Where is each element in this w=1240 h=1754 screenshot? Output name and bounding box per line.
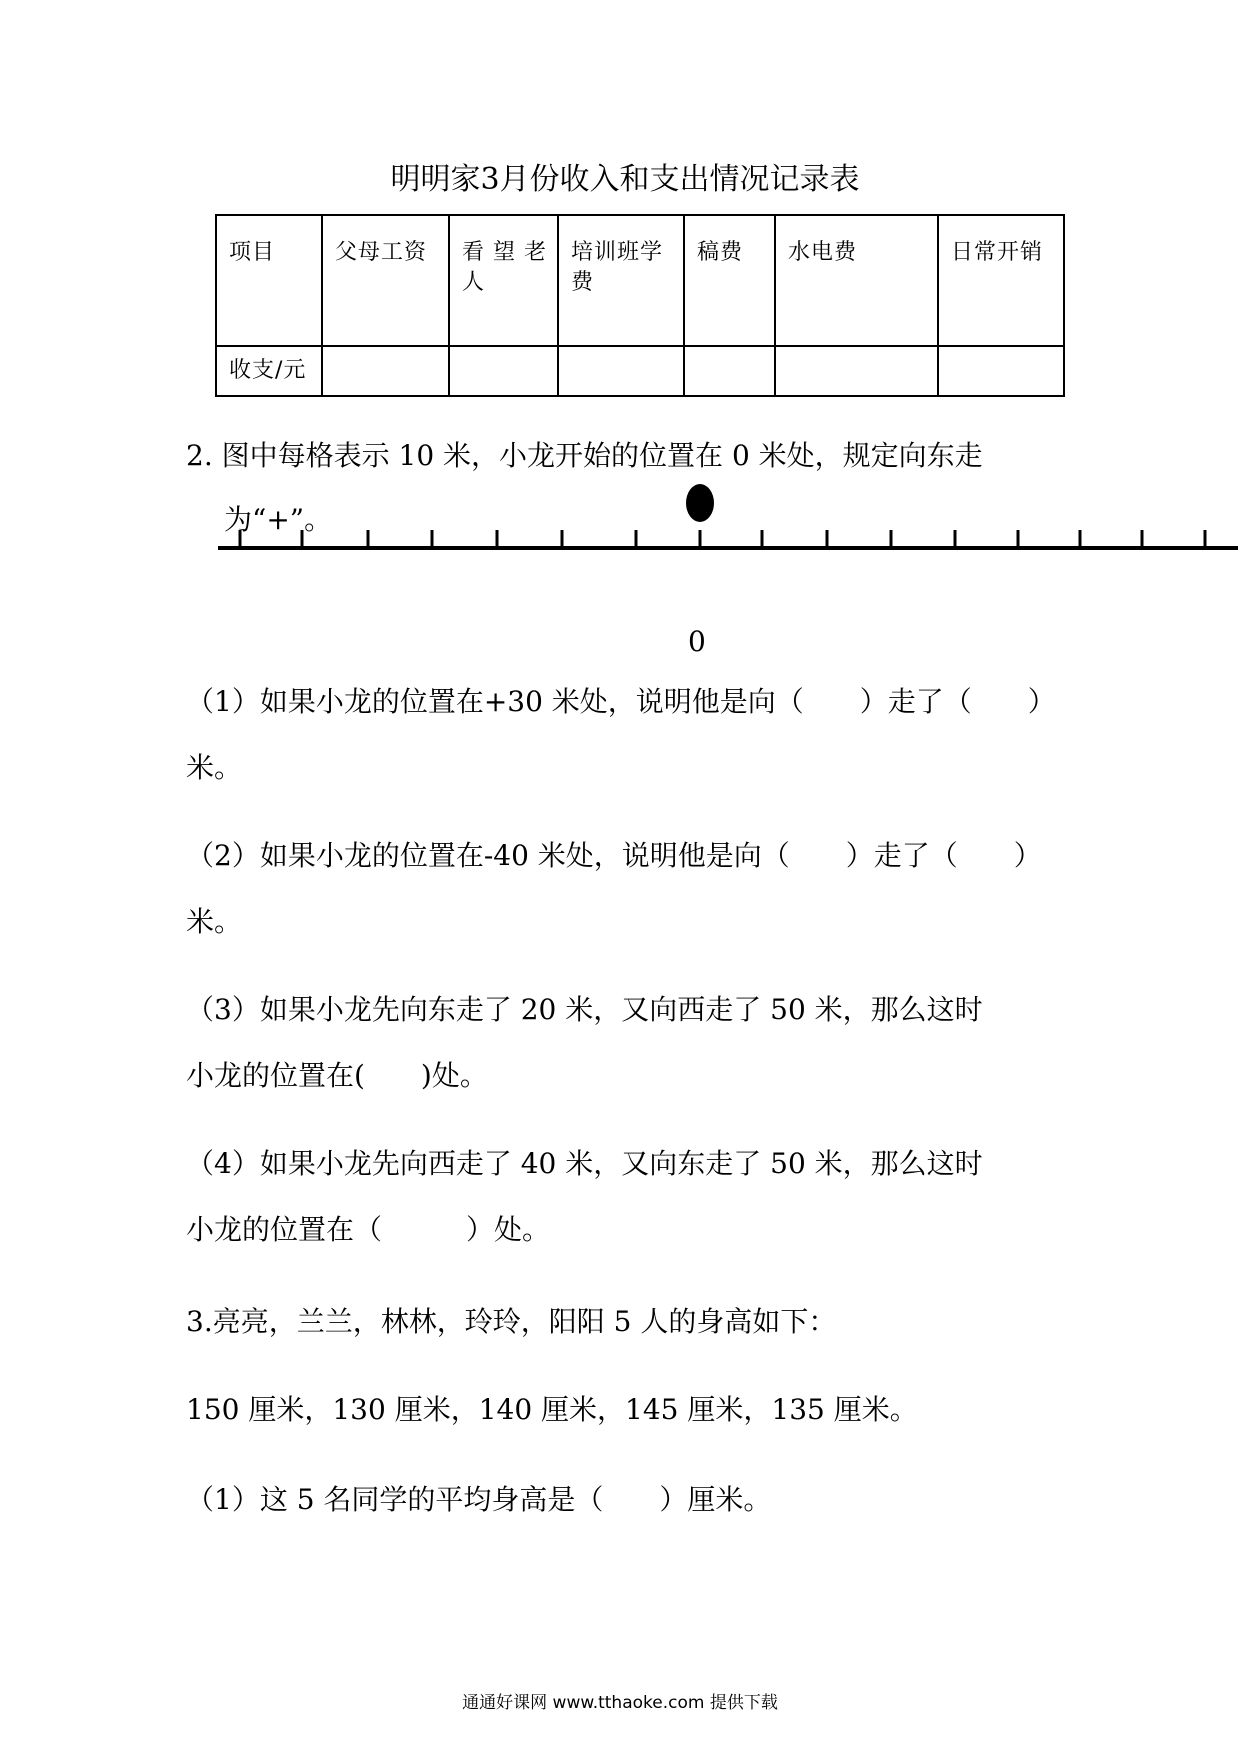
empty-cell xyxy=(558,346,684,396)
header-cell: 项目 xyxy=(216,215,322,346)
start-position-dot xyxy=(686,484,714,522)
q3-intro: 3.亮亮，兰兰，林林，玲玲，阳阳 5 人的身高如下： xyxy=(186,1305,837,1338)
empty-cell xyxy=(449,346,558,396)
table-header-row xyxy=(216,215,1064,346)
empty-cell xyxy=(684,346,775,396)
header-cell: 培训班学费 xyxy=(558,215,684,346)
q2-p1-line1: （1）如果小龙的位置在+30 米处，说明他是向（ ）走了（ ） xyxy=(186,685,1056,718)
q2-line2: 为“+”。 xyxy=(224,503,333,536)
empty-cell xyxy=(938,346,1064,396)
footer-credit: 通通好课网 www.tthaoke.com 提供下载 xyxy=(462,1693,778,1713)
empty-cell xyxy=(322,346,449,396)
income-expense-table xyxy=(215,214,1065,397)
number-line xyxy=(0,470,1240,560)
header-cell: 稿费 xyxy=(684,215,775,346)
q2-p4-line1: （4）如果小龙先向西走了 40 米，又向东走了 50 米，那么这时 xyxy=(186,1147,983,1180)
q2-p1-line2: 米。 xyxy=(186,751,243,784)
table-title: 明明家3月份收入和支出情况记录表 xyxy=(390,162,860,197)
q2-line1: 2. 图中每格表示 10 米，小龙开始的位置在 0 米处，规定向东走 xyxy=(186,439,983,472)
header-cell: 日常开销 xyxy=(938,215,1064,346)
empty-cell xyxy=(775,346,938,396)
q2-p4-line2: 小龙的位置在（ ）处。 xyxy=(186,1213,551,1246)
header-cell: 看 望 老人 xyxy=(449,215,558,346)
q2-p3-line2: 小龙的位置在( )处。 xyxy=(186,1059,488,1092)
row-label: 收支/元 xyxy=(216,346,322,396)
header-cell: 父母工资 xyxy=(322,215,449,346)
q2-p2-line2: 米。 xyxy=(186,905,243,938)
zero-label: 0 xyxy=(688,625,706,658)
q3-p1: （1）这 5 名同学的平均身高是（ ）厘米。 xyxy=(186,1483,772,1516)
table-row xyxy=(216,346,1064,396)
q2-p3-line1: （3）如果小龙先向东走了 20 米，又向西走了 50 米，那么这时 xyxy=(186,993,983,1026)
number-line-ticks xyxy=(240,530,1205,548)
header-cell: 水电费 xyxy=(775,215,938,346)
q2-p2-line1: （2）如果小龙的位置在-40 米处，说明他是向（ ）走了（ ） xyxy=(186,839,1042,872)
q3-heights: 150 厘米，130 厘米，140 厘米，145 厘米，135 厘米。 xyxy=(186,1393,918,1426)
